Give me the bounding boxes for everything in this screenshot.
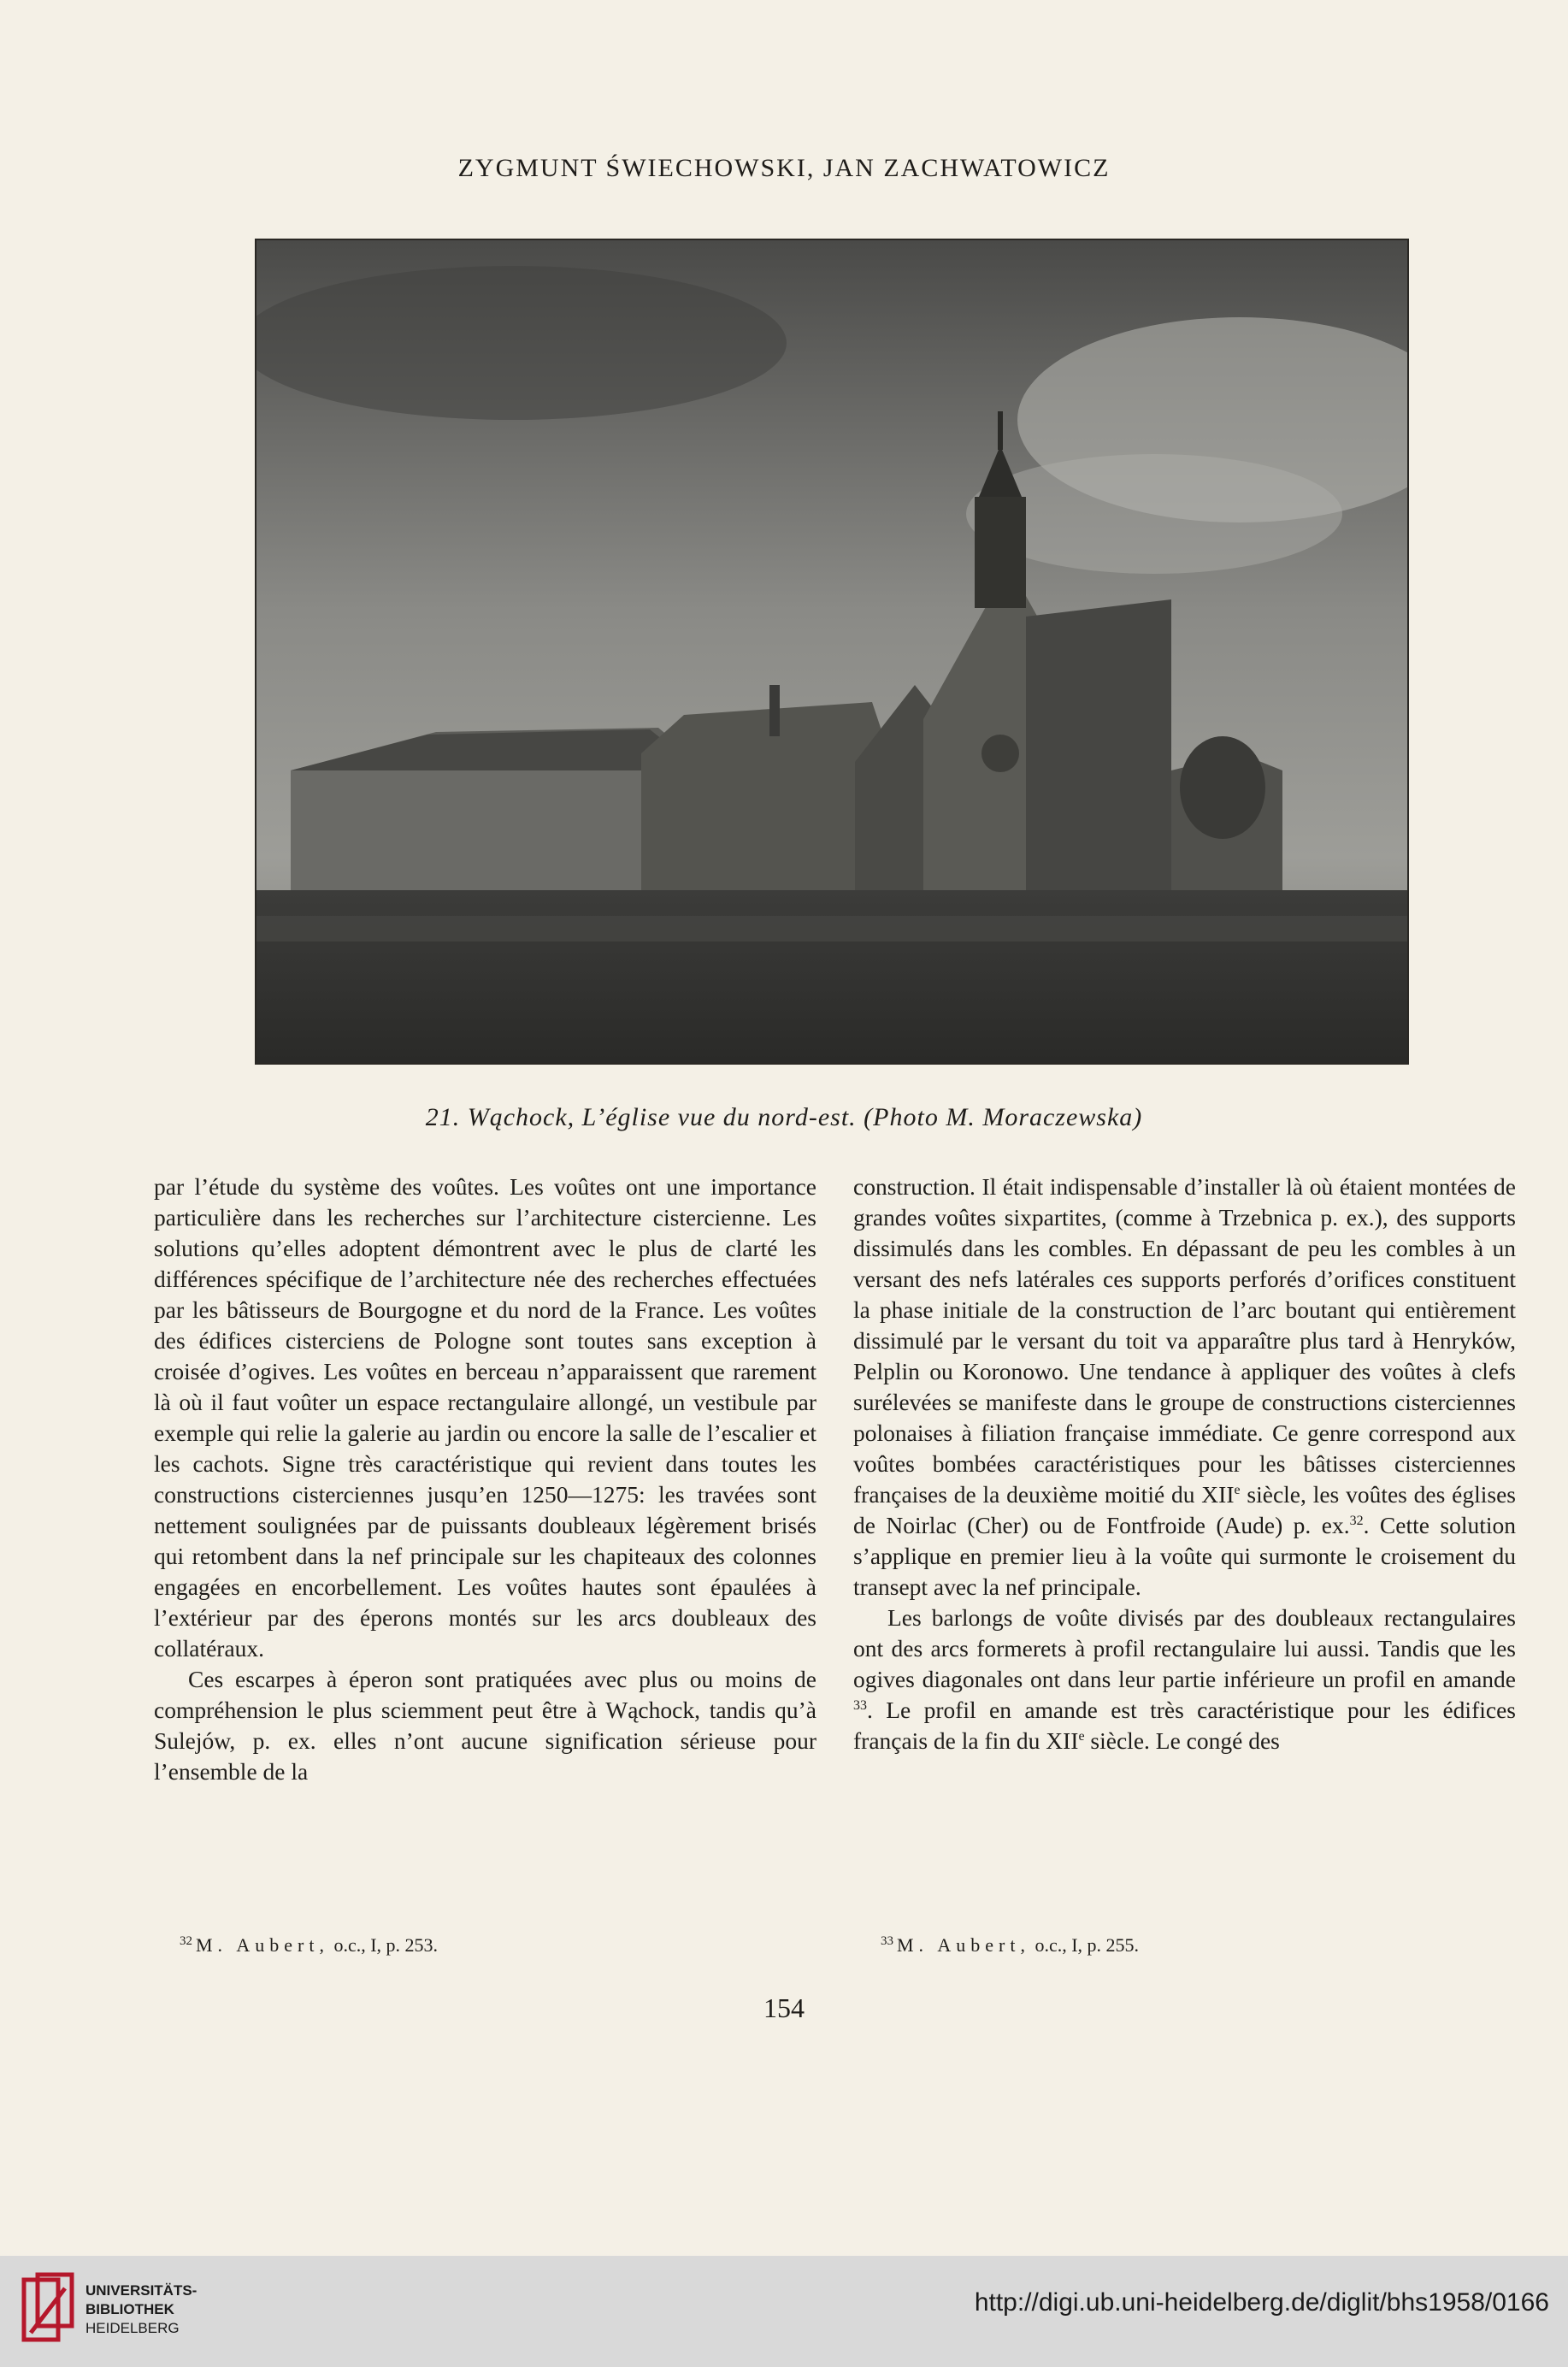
- church-photo-image: [256, 240, 1407, 1063]
- footnote-ref: 33: [853, 1697, 867, 1713]
- figure-caption: 21. Wąchock, L’église vue du nord-est. (Photo M. Moraczewska): [425, 1103, 1143, 1131]
- church-photograph: [255, 239, 1409, 1065]
- library-logo-icon: [21, 2271, 75, 2350]
- library-footer: [0, 2256, 1568, 2367]
- footnote-33: $^{33}$ M. Aubert, o.c., I, p. 255.: [881, 1934, 1140, 1956]
- source-url[interactable]: http://digi.ub.uni-heidelberg.de/diglit/bhs1958/0166: [974, 2288, 1549, 2317]
- running-header: ZYGMUNT ŚWIECHOWSKI, JAN ZACHWATOWICZ: [457, 154, 1111, 182]
- footnote-32: $^{32}$ M. Aubert, o.c., I, p. 253.: [180, 1934, 439, 1956]
- paragraph: construction. Il était indispensable d’installer là où étaient montées de grandes voûtes sixpartites, (comme à Trzebnica p. ex.), des supports dissimulés dans les combles. En dépassant de peu les combles à un versant des nefs latérales ces supports perforés d’orifices constituent la phase initiale de la construction de l’arc boutant qui entièrement dissimulé par le versant du toit va apparaître plus tard à Henryków, Pelplin ou Koronowo. Une tendance à appliquer des voûtes à clefs surélevées se manifeste dans le groupe de constructions cisterciennes polonaises à filiation française immédiate. Ce genre correspond aux voûtes bombées caractéristiques pour les bâtisses cisterciennes françaises de la deuxième moitié du XIIe siècle, les voûtes des églises de Noirlac (Cher) ou de Fontfroide (Aude) p. ex.$^{32}$. Cette solution s’applique en premier lieu à la voûte qui surmonte le croisement du transept avec la nef principale.: [853, 1173, 1517, 1600]
- paragraph: Ces escarpes à éperon sont pratiquées avec plus ou moins de compréhension le plus sciemment peut être à Wąchock, tandis qu’à Sulejów, p. ex. elles n’ont aucune signification sérieuse pour l’ensemble de la: [154, 1666, 816, 1785]
- right-text-column: [853, 1172, 1516, 1756]
- superscript: e: [1234, 1482, 1241, 1497]
- left-text-column: [154, 1172, 816, 1787]
- paragraph: Les barlongs de voûte divisés par des doubleaux rectangulaires ont des arcs formerets à profil rectangulaire lui aussi. Tandis que les ogives diagonales ont dans leur partie inférieure un profil en amande $^{33}$. Le profil en amande est très caractéristique pour les édifices français de la fin du XIIe siècle. Le congé des: [853, 1604, 1516, 1754]
- footnote-ref: 32: [1349, 1513, 1364, 1528]
- page-number: 154: [763, 1992, 805, 2023]
- paragraph: par l’étude du système des voûtes. Les voûtes ont une importance particulière dans les recherches sur l’architecture cistercienne. Les solutions qu’elles adoptent démontrent avec le plus de clarté les différences spécifique de l’architecture née des recherches effectuées par les bâtisseurs de Bourgogne et du nord de la France. Les voûtes des édifices cisterciens de Pologne sont toutes sans exception à croisée d’ogives. Les voûtes en berceau n’apparaissent que rarement là où il faut voûter un espace rectangulaire allongé, un vestibule par exemple qui relie la galerie au jardin ou encore la salle de l’escalier et les cachots. Signe très caractéristique qui revient dans toutes les constructions cisterciennes jusqu’en 1250—1275: les travées sont nettement soulignées par de puissants doubleaux légèrement brisés qui retombent dans la nef principale sur les chapiteaux des colonnes engagées en encorbellement. Les voûtes hautes sont épaulées à l’extérieur par des éperons montés sur les arcs doubleaux des collatéraux.: [154, 1173, 816, 1662]
- superscript: e: [1078, 1728, 1085, 1744]
- library-name: UNIVERSITÄTS- BIBLIOTHEK HEIDELBERG: [85, 2282, 197, 2336]
